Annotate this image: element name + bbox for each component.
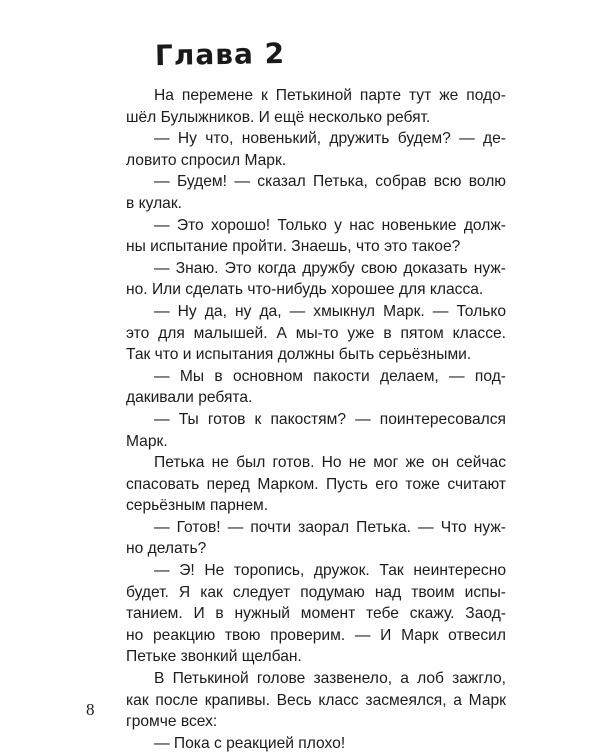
- text-line: будет. Я как следует подумаю над твоим испы-: [126, 583, 506, 601]
- text-line: спасовать перед Марком. Пусть его тоже считают: [126, 475, 506, 493]
- text-line: — Ну что, новенький, дружить будем? — де-: [154, 130, 506, 148]
- text-line: В Петькиной голове зазвенело, а лоб зажгло,: [154, 670, 506, 688]
- text-line: шёл Булыжников. И ещё несколько ребят.: [126, 108, 431, 126]
- text-line: — Э! Не торопись, дружок. Так неинтересно: [154, 562, 506, 580]
- text-line: ны испытание пройти. Знаешь, что это такое?: [126, 238, 461, 256]
- text-line: — Будем! — сказал Петька, собрав всю волю: [154, 173, 506, 191]
- text-line: — Готов! — почти заорал Петька. — Что нуж-: [154, 518, 506, 536]
- text-line: ловито спросил Марк.: [126, 151, 287, 169]
- page-number: 8: [86, 700, 95, 719]
- chapter-body-text: [126, 85, 506, 754]
- text-line: но реакцию твою проверим. — И Марк отвесил: [126, 626, 506, 644]
- text-line: — Пока с реакцией плохо!: [154, 734, 346, 752]
- text-line: Так что и испытания должны быть серьёзными.: [126, 346, 472, 364]
- text-line: громче всех:: [126, 713, 218, 731]
- text-line: дакивали ребята.: [126, 389, 253, 407]
- text-line: Петьке звонкий щелбан.: [126, 648, 302, 666]
- text-line: но. Или сделать что-нибудь хорошее для класса.: [126, 281, 484, 299]
- text-line: Марк.: [126, 432, 168, 450]
- text-line: как после крапивы. Весь класс засмеялся, а Марк: [126, 691, 506, 709]
- text-line: танием. И в нужный момент тебе скажу. Заод-: [126, 605, 506, 623]
- text-line: — Знаю. Это когда дружбу свою доказать нуж-: [154, 259, 506, 277]
- text-line: — Это хорошо! Только у нас новенькие долж-: [154, 216, 506, 234]
- text-line: — Мы в основном пакости делаем, — под-: [154, 367, 506, 385]
- text-line: в кулак.: [126, 194, 182, 212]
- text-line: серьёзным парнем.: [126, 497, 269, 515]
- chapter-title: Глава 2: [154, 36, 286, 73]
- text-line: На перемене к Петькиной парте тут же подо-: [154, 87, 506, 104]
- text-line: но делать?: [126, 540, 207, 558]
- text-line: это для малышей. А мы-то уже в пятом классе.: [126, 324, 506, 342]
- text-line: — Ну да, ну да, — хмыкнул Марк. — Только: [154, 302, 506, 320]
- text-line: Петька не был готов. Но не мог же он сейчас: [154, 454, 506, 472]
- text-line: — Ты готов к пакостям? — поинтересовался: [154, 410, 506, 428]
